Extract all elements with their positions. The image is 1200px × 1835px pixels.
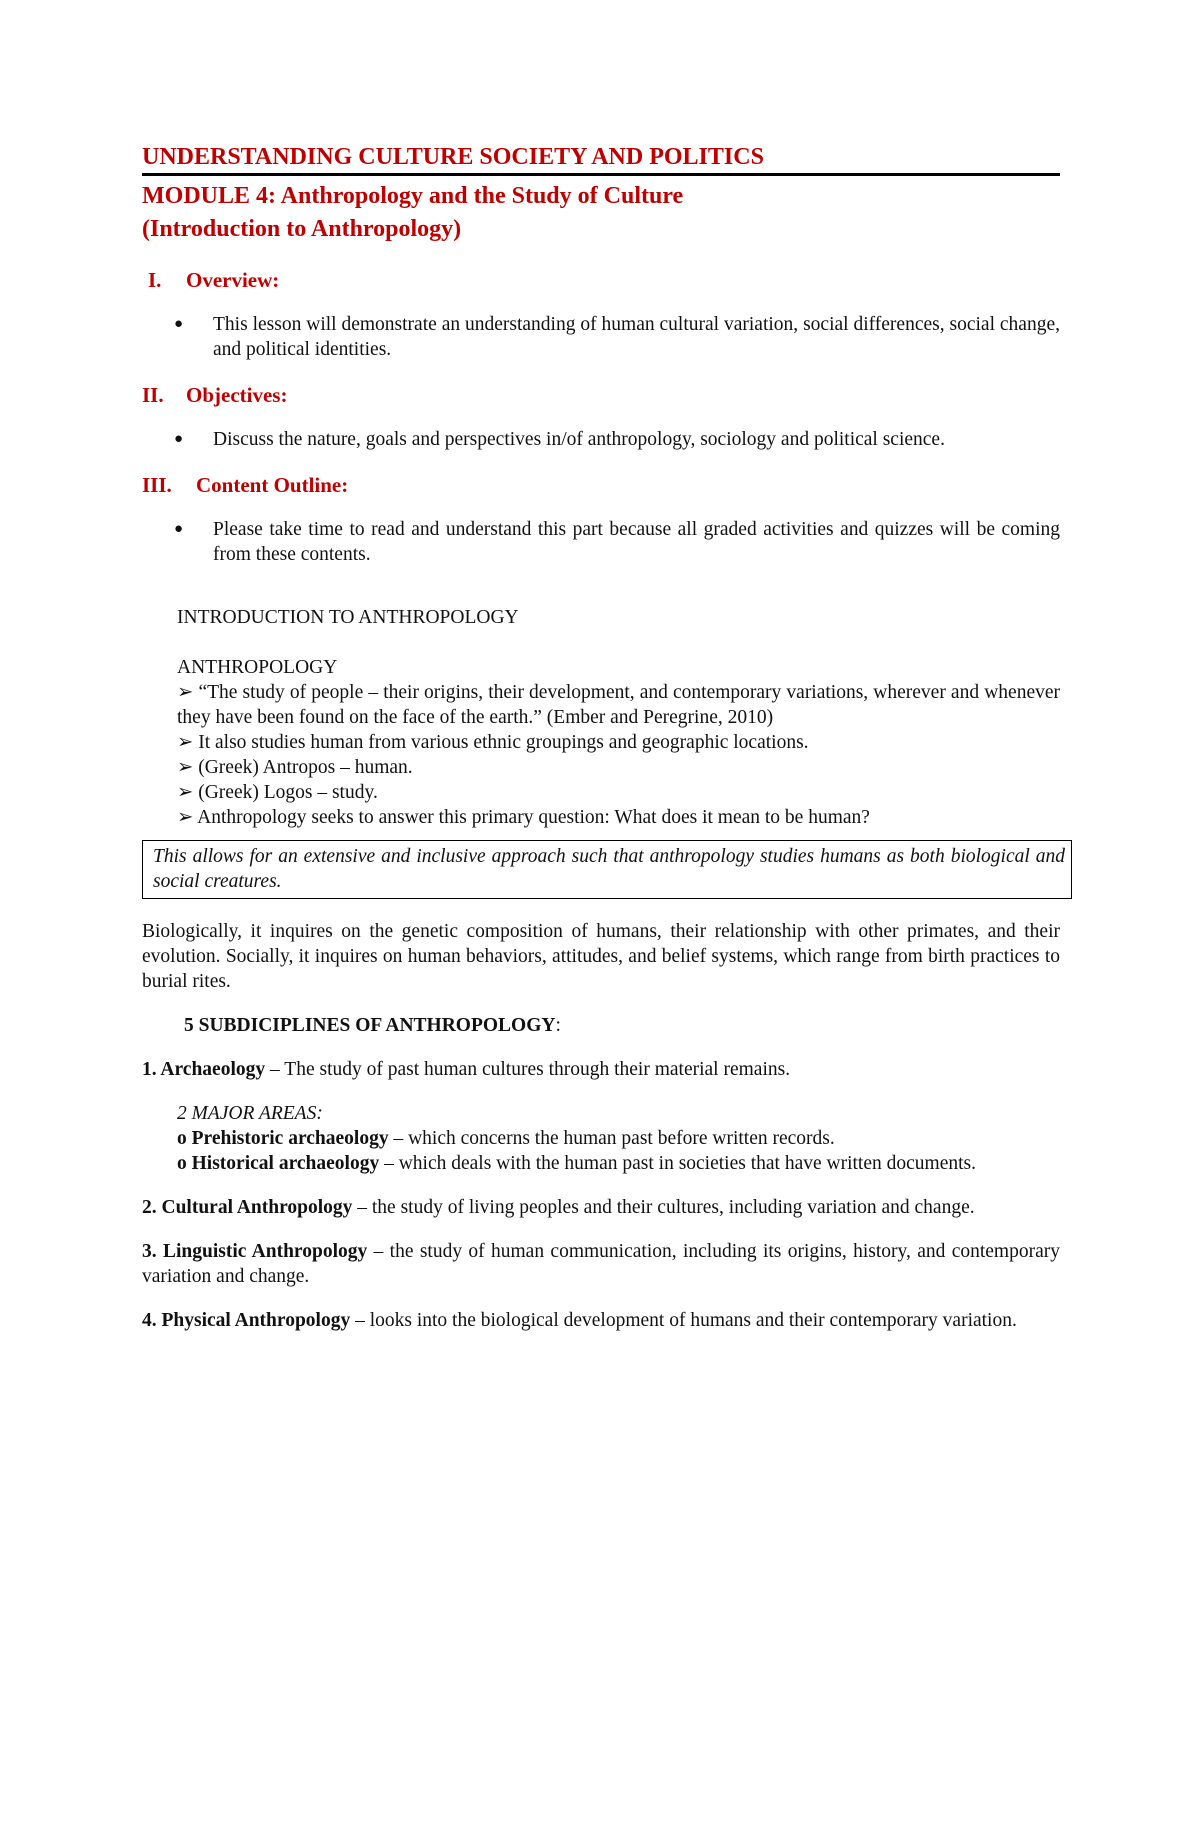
section-number: III. bbox=[142, 473, 172, 497]
subdiscipline-item bbox=[142, 1057, 1060, 1082]
subdiscipline-desc: – The study of past human cultures through their material remains. bbox=[265, 1059, 791, 1080]
main-title: UNDERSTANDING CULTURE SOCIETY AND POLITICS bbox=[142, 142, 1060, 176]
section-title: Objectives: bbox=[186, 383, 288, 407]
major-area-desc: – which deals with the human past in societies that have written documents. bbox=[379, 1153, 976, 1174]
major-area-desc: – which concerns the human past before written records. bbox=[388, 1128, 835, 1149]
bullet-text: Discuss the nature, goals and perspectives in/of anthropology, sociology and political science. bbox=[213, 429, 945, 450]
subdiscipline-item bbox=[142, 1308, 1060, 1333]
subdiscipline-term: 2. Cultural Anthropology bbox=[142, 1197, 353, 1218]
subdiscipline-term: 1. Archaeology bbox=[142, 1059, 266, 1080]
subdiscipline-desc: – the study of human communication, including its origins, history, and contemporary variation and change. bbox=[142, 1241, 1060, 1287]
bullet-icon: ● bbox=[174, 431, 184, 447]
overview-bullet bbox=[174, 312, 1060, 362]
anthropology-definition-list bbox=[177, 680, 1060, 830]
content-outline-bullet bbox=[174, 517, 1060, 567]
section-overview-heading bbox=[148, 268, 1060, 293]
list-item: ➢ “The study of people – their origins, their development, and contemporary variations, wherever and whenever they have been found on the face of the earth.” (Ember and Peregrine, 2010) bbox=[177, 682, 1060, 728]
subdisciplines-heading-colon: : bbox=[555, 1015, 561, 1036]
list-item: ➢ It also studies human from various ethnic groupings and geographic locations. bbox=[177, 732, 809, 753]
biology-paragraph: Biologically, it inquires on the genetic composition of humans, their relationship with other primates, and their evolution. Socially, it inquires on human behaviors, attitudes, and belief systems, which range from birth practices to burial rites. bbox=[142, 921, 1060, 992]
bullet-text: This lesson will demonstrate an understanding of human cultural variation, social differences, social change, and political identities. bbox=[213, 314, 1060, 360]
intro-heading: INTRODUCTION TO ANTHROPOLOGY bbox=[177, 607, 519, 628]
objectives-bullet bbox=[174, 427, 1060, 452]
major-area-term: o Prehistoric archaeology bbox=[177, 1128, 389, 1149]
module-subtitle: (Introduction to Anthropology) bbox=[142, 216, 462, 242]
list-item: ➢ Anthropology seeks to answer this primary question: What does it mean to be human? bbox=[177, 807, 870, 828]
section-objectives-heading bbox=[142, 383, 1060, 408]
list-item: ➢ (Greek) Antropos – human. bbox=[177, 757, 413, 778]
subdiscipline-item bbox=[142, 1195, 1060, 1220]
subdiscipline-term: 3. Linguistic Anthropology bbox=[142, 1241, 368, 1262]
list-item: ➢ (Greek) Logos – study. bbox=[177, 782, 378, 803]
bullet-text: Please take time to read and understand this part because all graded activities and quizzes will be coming from these contents. bbox=[213, 519, 1060, 565]
section-content-outline-heading bbox=[142, 473, 1060, 498]
major-area-item bbox=[177, 1151, 1060, 1176]
bullet-icon: ● bbox=[174, 521, 184, 537]
section-title: Overview: bbox=[186, 268, 280, 292]
boxed-note: This allows for an extensive and inclusive approach such that anthropology studies humans as both biological and social creatures. bbox=[142, 840, 1072, 899]
document-content bbox=[142, 142, 1065, 1333]
subdiscipline-desc: – the study of living peoples and their cultures, including variation and change. bbox=[352, 1197, 975, 1218]
section-number: I. bbox=[148, 268, 162, 292]
intro-sub-heading: ANTHROPOLOGY bbox=[177, 657, 338, 678]
major-areas bbox=[177, 1101, 1060, 1176]
major-area-item bbox=[177, 1126, 1060, 1151]
subdiscipline-item bbox=[142, 1239, 1060, 1289]
major-area-term: o Historical archaeology bbox=[177, 1153, 380, 1174]
module-title: MODULE 4: Anthropology and the Study of Culture bbox=[142, 183, 684, 209]
major-areas-label: 2 MAJOR AREAS: bbox=[177, 1103, 323, 1124]
subdisciplines-heading bbox=[184, 1013, 1060, 1038]
subdiscipline-term: 4. Physical Anthropology bbox=[142, 1310, 351, 1331]
subdiscipline-desc: – looks into the biological development of humans and their contemporary variation. bbox=[350, 1310, 1017, 1331]
subdisciplines-heading-text: 5 SUBDICIPLINES OF ANTHROPOLOGY bbox=[184, 1015, 556, 1036]
section-number: II. bbox=[142, 383, 164, 407]
section-title: Content Outline: bbox=[196, 473, 349, 497]
bullet-icon: ● bbox=[174, 316, 184, 332]
